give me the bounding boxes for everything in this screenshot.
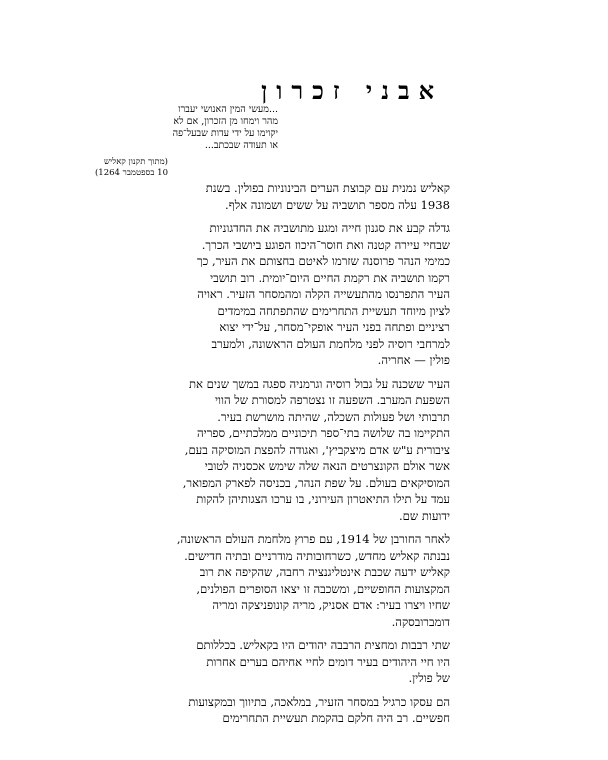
text-line: העיר התפרנסו מהתעשייה הקלה ומהמסחר הזעיר. ראויה [197,287,450,301]
paragraph-2 [150,220,450,369]
text-line: שחיו ויצרו בעיר: אדם אסניק, מריה קונופניצקה ומריה [212,598,450,612]
text-line: פולין — אחריה. [377,353,450,367]
text-line: רקמו תושביה את רקמת החיים היום־יומית. רוב תושבי [210,270,450,285]
epigraph-source [48,157,168,178]
text-line: רציניים ופתחה בפני העיר אופקי־מסחר, על־ידי יצוא [219,320,450,334]
text-line: עמד על תילו התיאטרון העירוני, בו ערכו הצגותיהן להקות [196,492,450,506]
source-line: 10 בספטמבר 1264) [94,167,168,178]
text-line: המוסיקאים בעולם. על שפת הנהר, בכניסה לפארק המפואר, [182,475,450,490]
text-line: השפעת המערב. השפעה זו נצטרפה למסורת של הווי [214,393,450,407]
epigraph-quote [118,104,278,152]
text-line: דומברובסקה. [391,614,450,629]
paragraph-1 [150,180,450,213]
epigraph-line: או תעודה שבכתב... [204,140,278,151]
body-text [150,180,450,734]
text-line: תרבותי ושל פעולות השכלה, שהיתה מושרשת בעיר. [217,409,450,424]
text-line: כמימי הנהר פרוסנה שזרמו לאיטם בחצותם את העיר, כך [196,254,450,268]
epigraph-line: יקוימו על ידי עדות שבעל־פה [172,128,278,139]
text-line: קאליש ידעה שכבת אינטליגנציה רחבה, שהקיפה את רוב [199,565,450,579]
text-line: חפשיים. רב היה חלקם בהקמת תעשיית התחרימים [222,711,450,725]
source-line: (מתוך תקנון קאליש [103,157,168,167]
text-line: 1938 עלה מספר תושביה על ששים ושמונה אלף. [225,197,450,212]
text-line: הם עסקו כרגיל במסחר הזעיר, במלאכה, בתיווך ובמקצועות [188,694,450,709]
epigraph-line: מהר וימחו מן הזכרון, אם לא [173,116,278,127]
text-line: נבנתה קאליש מחדש, כשרחובותיה מודרניים ובתיה חדישים. [184,548,450,563]
paragraph-4 [150,531,450,630]
text-line: המקצועות החופשיים, ומשכבה זו יצאו הסופרים הפולנים, [196,581,450,596]
text-line: למרחבי רוסיה לפני מלחמת העולם הראשונה, ולמערב [211,336,450,351]
text-line: העיר ששכנה על גבול רוסיה וגרמניה ספגה במשך שנים את [188,376,450,391]
epigraph-line: ...מעשי המין האנושי יעברו [178,104,278,115]
text-line: שבחיי עיירה קטנה ואת חוסר־היכוז הפוגע ביושבי הכרך. [201,237,450,252]
text-line: לציון מיוחד תעשיית התחרימים שהתפתחה במימדים [217,303,450,318]
text-line: גדלה קבע את סגנון חייה ומגע מתושביה את החדגוניות [209,221,450,235]
text-line: ידועות שם. [399,508,450,523]
text-line: של פולין. [408,671,450,685]
text-line: קאליש נמנית עם קבוצת הערים הבינוניות בפולין. בשנת [205,181,450,195]
text-line: היו חיי היהודים בעיר דומים לחיי אחיהם בערים אחרות [206,654,450,669]
text-line: שתי רבבות ומחצית הרבבה יהודים היו בקאליש. בכללותם [196,638,450,652]
page-title: אבני זכרון [261,76,443,105]
text-line: התקיימו בה שלושה בתי־ספר תיכוניים ממלכתיים, ספריה [196,426,450,440]
paragraph-3 [150,376,450,525]
paragraph-6 [150,694,450,727]
text-line: לאחר החורבן של 1914, עם פרוץ מלחמת העולם הראשונה, [176,532,450,546]
text-line: אשר אולם הקונצרטים הנאה שלה שימש אכסניה לטובי [204,459,450,473]
paragraph-5 [150,637,450,687]
text-line: ציבורית ע"ש אדם מיצקביץ', ואגודה להפצת המוסיקה בעם, [184,442,450,457]
